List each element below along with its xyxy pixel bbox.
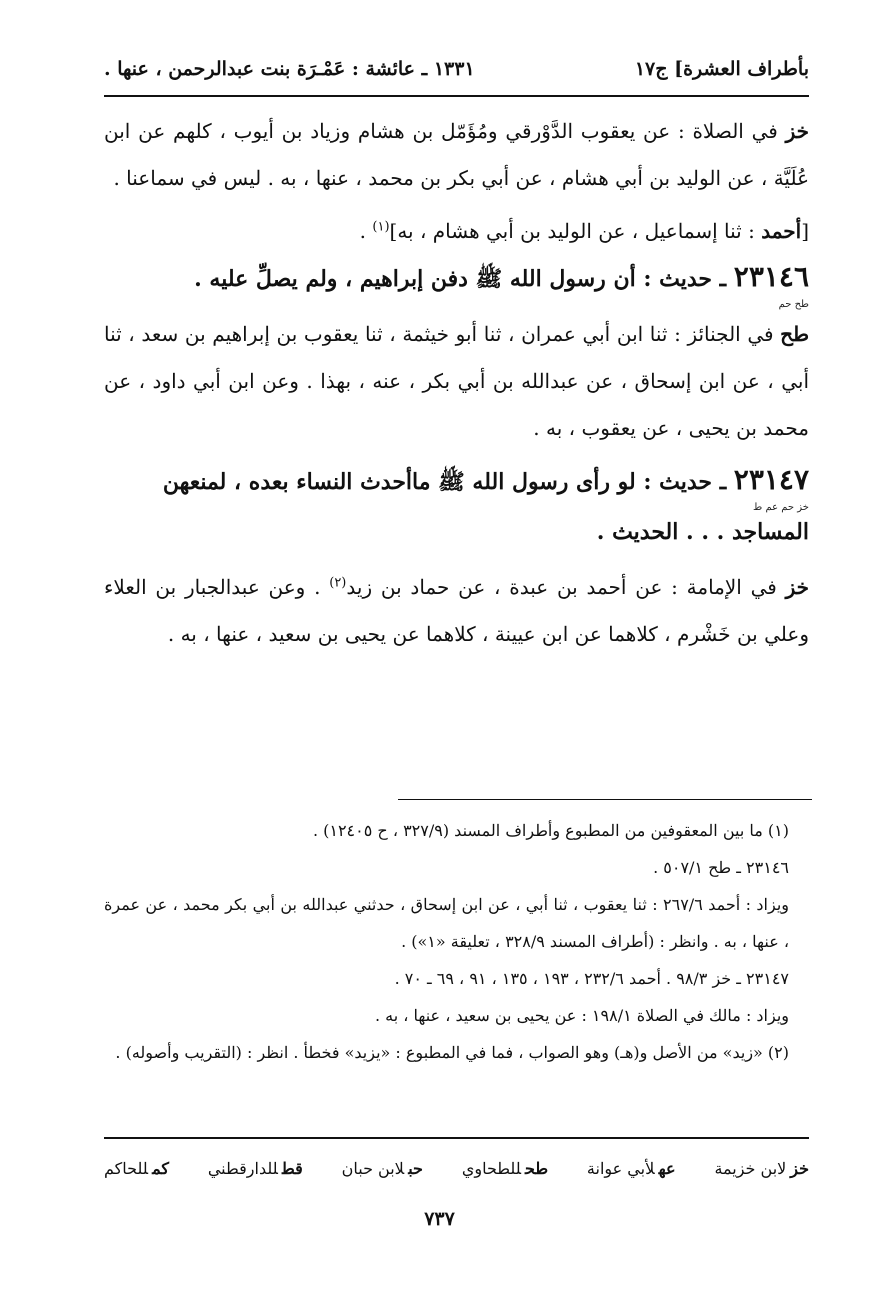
legend-name: للطحاوي	[461, 1158, 521, 1178]
legend-name: للدارقطني	[207, 1158, 278, 1178]
hadith-text: ـ حديث : أن رسول الله ﷺ دفن إبراهيم ، ولم يصلِّ عليه .	[194, 266, 734, 292]
running-header	[104, 50, 809, 88]
legend-abbr: عه	[658, 1158, 676, 1178]
legend-abbr: كم	[152, 1158, 169, 1178]
footnote-divider	[398, 799, 812, 800]
footnote-item: ٢٣١٤٧ ـ خز ٩٨/٣ . أحمد ٢٣٢/٦ ، ١٩٣ ، ١٣٥ ، ٩١ ، ٦٩ ـ ٧٠ .	[394, 969, 789, 988]
paragraph-ahmad	[104, 208, 809, 255]
legend-item	[462, 1159, 548, 1178]
hadith-23146	[104, 257, 809, 311]
paragraph-khz-imama	[104, 564, 809, 658]
legend-item	[208, 1159, 303, 1178]
paragraph-text: في الجنائز : ثنا ابن أبي عمران ، ثنا أبو خيثمة ، ثنا يعقوب بن إبراهيم بن سعد ، ثنا أبي ، عن ابن إسحاق ، عن عبدالله بن أبي بكر ، عنه ، بهذا . وعن ابن أبي داود ، عن محمد بن يحيى ، عن يعقوب ، به .	[104, 322, 810, 440]
footnote-item: (٢) «زيد» من الأصل و(هـ) وهو الصواب ، فما في المطبوع : «يزيد» فخطأ . انظر : (التقريب وأصوله) .	[115, 1043, 789, 1062]
book-title: بأطراف العشرة] ج١٧	[634, 58, 809, 80]
paragraph-tah-janaiz	[104, 311, 809, 452]
paragraph-end: .	[359, 219, 373, 243]
hadith-number: ٢٣١٤٧	[733, 463, 809, 496]
hadith-sigla: طح حم	[778, 299, 809, 310]
page-number: ٧٣٧	[424, 1208, 455, 1230]
footnote-item: (١) ما بين المعقوفين من المطبوع وأطراف المسند (٣٢٧/٩ ، ح ١٢٤٠٥) .	[312, 821, 789, 840]
legend-name: لأبي عوانة	[586, 1158, 655, 1178]
legend-abbr: قط	[281, 1158, 303, 1178]
footnote-item: ويزاد : مالك في الصلاة ١٩٨/١ : عن يحيى بن سعيد ، عنها ، به .	[374, 1006, 789, 1025]
source-sigil: أحمد	[761, 219, 802, 243]
entry-heading: ١٣٣١ ـ عائشة : عَمْـرَة بنت عبدالرحمن ، عنها .	[104, 58, 475, 80]
hadith-number: ٢٣١٤٦	[733, 260, 809, 293]
footnote-item: ٢٣١٤٦ ـ طح ٥٠٧/١ .	[653, 858, 789, 877]
abbreviation-legend	[104, 1148, 809, 1188]
footnote-ref: (١)	[372, 219, 390, 235]
paragraph-khz-salat	[104, 108, 809, 202]
hadith-23147	[104, 460, 809, 514]
legend-name: لابن خزيمة	[714, 1158, 787, 1178]
header-divider	[104, 95, 809, 97]
paragraph-text: : ثنا إسماعيل ، عن الوليد بن أبي هشام ، به]	[389, 219, 762, 243]
hadith-sigla: خز حم عم ط	[753, 502, 809, 513]
paragraph-text: في الصلاة : عن يعقوب الدَّوْرقي ومُؤَمّل بن هشام وزياد بن أيوب ، كلهم عن ابن عُلَيَّة ، عن الوليد بن أبي هشام ، عن أبي بكر بن محمد ، عنها ، به . ليس في سماعنا .	[104, 119, 809, 190]
hadith-text: ـ حديث : لو رأى رسول الله ﷺ ماأحدث النساء بعده ، لمنعهن	[162, 469, 734, 495]
legend-divider	[104, 1137, 809, 1139]
legend-item	[342, 1159, 423, 1178]
hadith-continuation: المساجد . . . الحديث .	[596, 519, 809, 545]
paragraph-text: في الإمامة : عن أحمد بن عبدة ، عن حماد بن زيد	[346, 575, 786, 599]
legend-name: للحاكم	[104, 1158, 149, 1178]
legend-item	[587, 1159, 676, 1178]
footnote-item: ويزاد : أحمد ٢٦٧/٦ : ثنا يعقوب ، ثنا أبي ، عن ابن إسحاق ، حدثني عبدالله بن أبي بكر محمد ، عن عمرة ، عنها ، به . وانظر : (أطراف المسند ٣٢٨/٩ ، تعليقة «١») .	[104, 895, 789, 951]
footnote-ref: (٢)	[329, 575, 347, 591]
legend-abbr: طح	[524, 1158, 549, 1178]
legend-name: لابن حبان	[341, 1158, 405, 1178]
source-sigil: خز	[785, 575, 810, 599]
paragraph-text: . وعن عبدالجبار بن العلاء وعلي بن خَشْرم ، كلاهما عن ابن عيينة ، كلاهما عن يحيى بن سعيد ، عنها ، به .	[104, 575, 809, 646]
source-sigil: خز	[785, 119, 809, 143]
legend-item	[714, 1159, 809, 1178]
main-text	[104, 108, 809, 658]
source-sigil: طح	[780, 322, 809, 346]
legend-item	[104, 1159, 169, 1178]
footnotes	[104, 812, 809, 1071]
legend-abbr: حب	[408, 1158, 423, 1178]
bracket-open: [	[801, 219, 809, 243]
legend-abbr: خز	[790, 1158, 809, 1178]
